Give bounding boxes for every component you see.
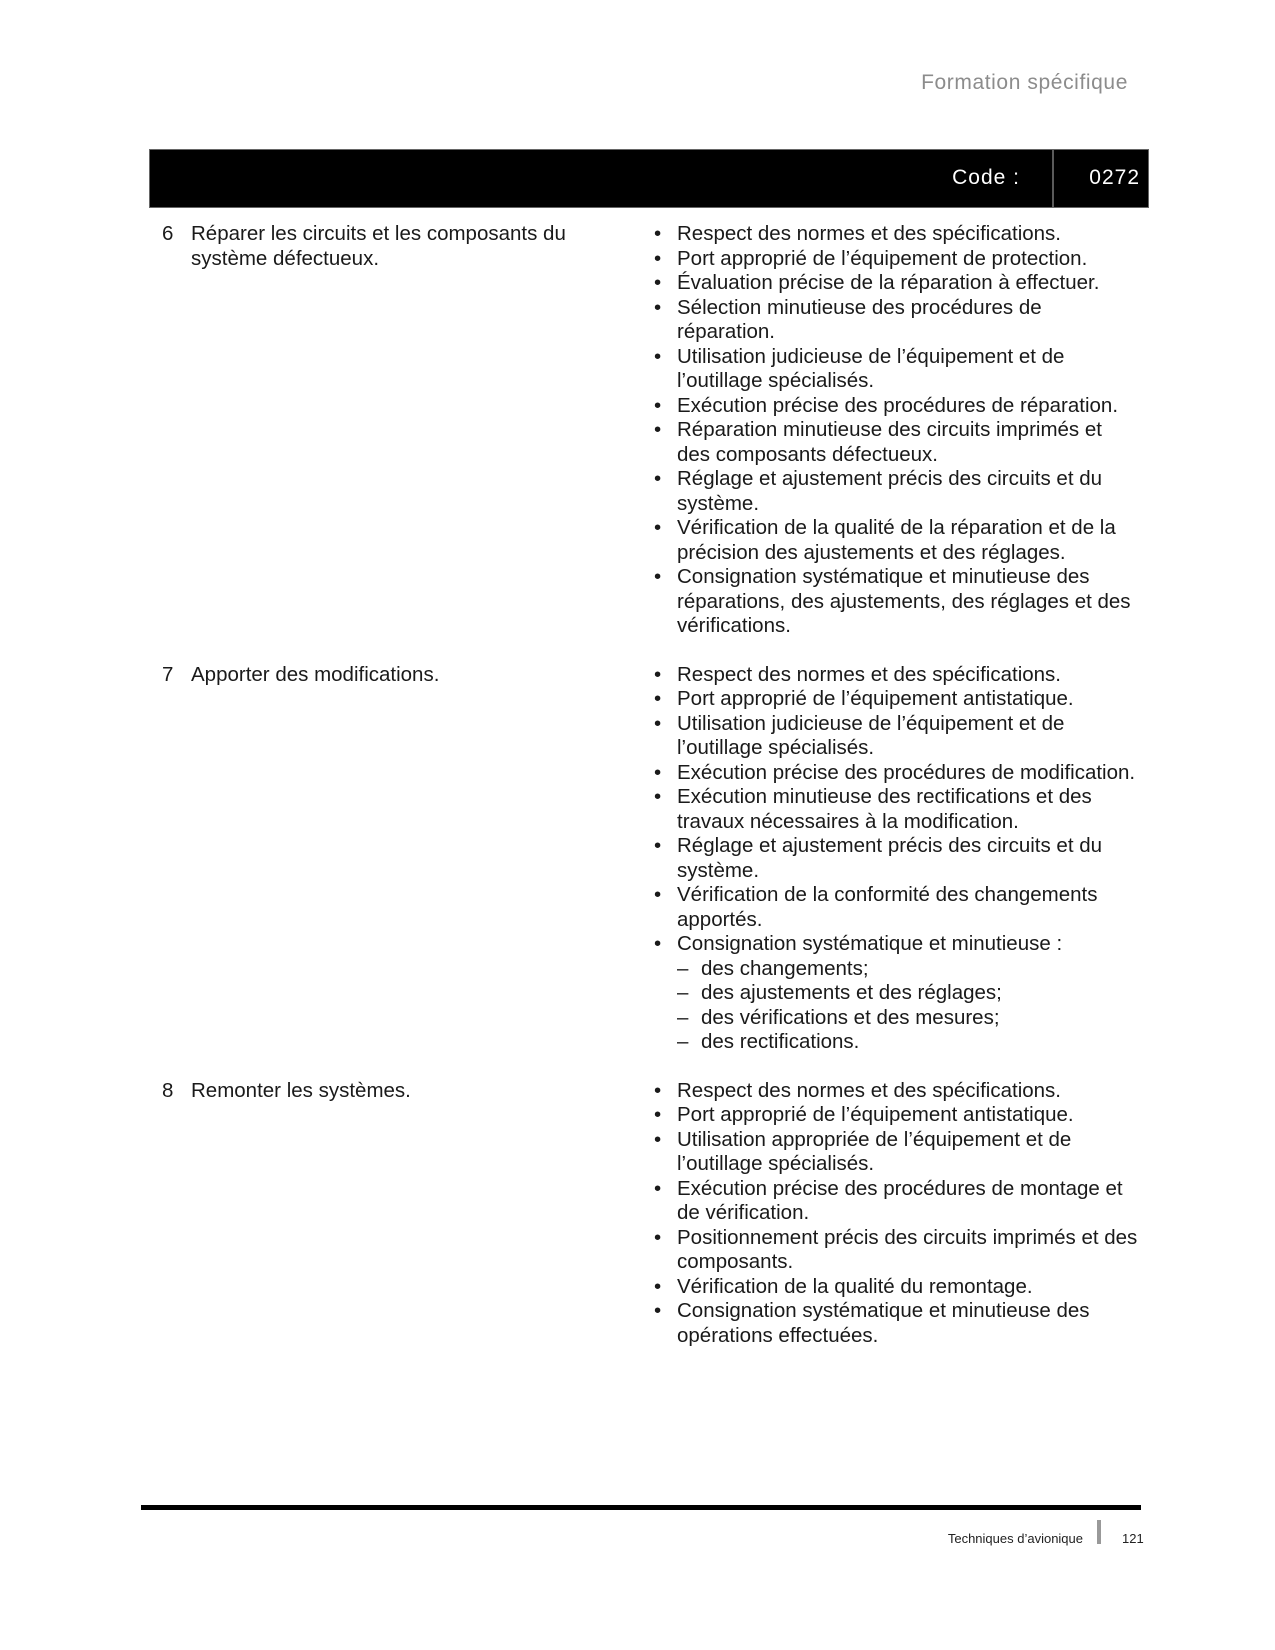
criterion-item: • Réglage et ajustement précis des circuits et du système. [654,834,1103,882]
criterion-item: • Positionnement précis des circuits imprimés et des composants. [654,1225,1138,1273]
bullet-icon: • [654,1176,662,1200]
bullet-icon: • [654,662,662,686]
criterion-item: • Évaluation précise de la réparation à effectuer. [654,271,1100,294]
code-label: Code : [952,166,1020,189]
criterion-item: • Consignation systématique et minutieuse des opérations effectuées. [654,1299,1090,1347]
bullet-icon: • [654,271,662,294]
step-number: 7 [162,662,174,686]
criterion-item: • Réparation minutieuse des circuits imprimés et des composants défectueux. [654,418,1102,466]
bullet-icon: • [654,393,662,417]
dash-icon: – [677,1005,689,1029]
dash-icon: – [677,956,689,980]
criterion-item: • Consignation systématique et minutieuse des réparations, des ajustements, des réglages et des vérifications. [654,565,1131,637]
steps-table [149,222,1149,1372]
criteria-list [649,222,1139,639]
step-cell [149,222,639,271]
bullet-icon: • [654,687,662,710]
criterion-item: • Vérification de la qualité du remontage. [654,1274,1033,1298]
criterion-item: • Port approprié de l’équipement antistatique. [654,1103,1074,1126]
step-text: Apporter des modifications. [191,662,440,686]
sub-criterion-item: – des vérifications et des mesures; [677,1005,1000,1029]
bullet-icon: • [654,516,662,539]
sub-criterion-item: – des changements; [677,956,869,980]
criterion-item: • Exécution précise des procédures de réparation. [654,393,1119,417]
code-divider [1052,150,1054,207]
criterion-item: • Port approprié de l’équipement de protection. [654,246,1088,270]
code-value: 0272 [1089,166,1140,189]
criterion-item: • Respect des normes et des spécifications. [654,222,1061,245]
bullet-icon: • [654,565,662,588]
bullet-icon: • [654,1274,662,1298]
page-number: 121 [1122,1531,1144,1546]
code-bar [149,149,1149,208]
step-row [149,663,1149,1055]
criterion-item: • Respect des normes et des spécifications. [654,662,1061,686]
bullet-icon: • [654,418,662,441]
criterion-item: • Réglage et ajustement précis des circuits et du système. [654,467,1103,515]
step-number: 8 [162,1078,174,1102]
bullet-icon: • [654,711,662,735]
criteria-list [649,663,1139,1055]
bullet-icon: • [654,883,662,906]
step-text: Remonter les systèmes. [191,1078,411,1102]
step-row [149,222,1149,639]
bullet-icon: • [654,1299,662,1322]
bullet-icon: • [654,1127,662,1151]
criterion-item: • Utilisation appropriée de l’équipement et de l’outillage spécialisés. [654,1127,1072,1175]
bullet-icon: • [654,834,662,857]
bullet-icon: • [654,1078,662,1102]
step-text: Réparer les circuits et les composants du système défectueux. [191,222,566,270]
sub-criterion-item: – des ajustements et des réglages; [677,981,1002,1004]
bullet-icon: • [654,222,662,245]
sub-criteria-list [677,957,1139,1055]
criterion-item: • Port approprié de l’équipement antistatique. [654,687,1074,710]
criterion-item: • Utilisation judicieuse de l’équipement et de l’outillage spécialisés. [654,711,1065,759]
criterion-item: • Exécution précise des procédures de modification. [654,760,1136,784]
bullet-icon: • [654,295,662,319]
criterion-item: • Utilisation judicieuse de l’équipement et de l’outillage spécialisés. [654,344,1065,392]
criterion-item: • Exécution minutieuse des rectifications et des travaux nécessaires à la modification. [654,785,1092,833]
criterion-item: • Consignation systématique et minutieuse : – des changements; – des ajustements et des réglages; – des vérifications et des mesures; – des rectifications. [649,932,1139,1055]
footer-program-title: Techniques d’avionique [947,1531,1083,1546]
criterion-item: • Vérification de la qualité de la réparation et de la précision des ajustements et des réglages. [654,516,1116,564]
bullet-icon: • [654,467,662,490]
criterion-item: • Sélection minutieuse des procédures de réparation. [654,295,1042,343]
step-cell [149,1079,639,1104]
bullet-icon: • [654,1225,662,1249]
sub-criterion-item: – des rectifications. [677,1030,860,1053]
bullet-icon: • [654,932,662,955]
bullet-icon: • [654,785,662,808]
bullet-icon: • [654,760,662,784]
step-number: 6 [162,222,174,245]
dash-icon: – [677,1030,689,1053]
dash-icon: – [677,981,689,1004]
bullet-icon: • [654,344,662,368]
criterion-item: • Vérification de la conformité des changements apportés. [654,883,1098,931]
running-header: Formation spécifique [921,71,1128,94]
footer-rule [141,1505,1141,1510]
bullet-icon: • [654,246,662,270]
footer-divider [1097,1520,1101,1544]
criterion-item: • Respect des normes et des spécifications. [654,1078,1061,1102]
step-cell [149,663,639,688]
criterion-item: • Exécution précise des procédures de montage et de vérification. [654,1176,1123,1224]
criteria-list [649,1079,1139,1349]
bullet-icon: • [654,1103,662,1126]
step-row [149,1079,1149,1349]
